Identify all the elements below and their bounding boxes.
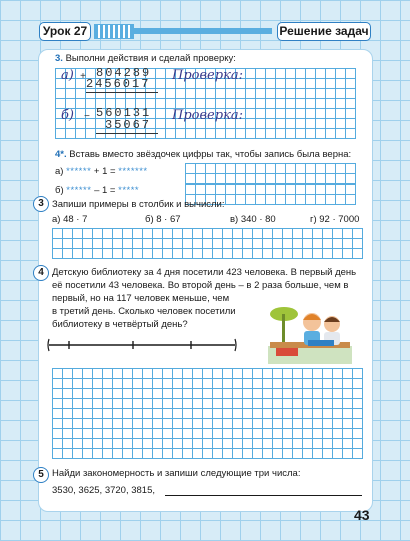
task-4star-row-b: б) ****** – 1 = ***** (55, 185, 140, 196)
answer-grid-a[interactable] (185, 163, 356, 184)
row-a-sign: + (80, 72, 89, 83)
task-4-line-5: библиотеку в четвёртый день? (52, 319, 188, 330)
task-3a-instruction: Выполни действия и сделай проверку: (65, 53, 236, 64)
page-number: 43 (354, 507, 370, 523)
lesson-tab: Урок 27 (39, 22, 91, 41)
task-3-grid[interactable] (52, 228, 363, 259)
task-4-number-badge: 4 (33, 265, 49, 281)
example-a: а) 48 · 7 (52, 214, 88, 225)
task-5-answer-line[interactable] (165, 495, 362, 496)
children-reading-illustration (268, 302, 352, 364)
row-b-label: б) (61, 108, 75, 123)
task-3a-number: 3. (55, 53, 63, 64)
row-b-number-1: 560131 (96, 106, 152, 120)
segment-diagram (45, 336, 241, 352)
segment-end-right (235, 339, 236, 351)
task-4star-text (55, 148, 351, 161)
example-d: г) 92 · 7000 (310, 214, 360, 225)
task-4-grid[interactable] (52, 368, 363, 459)
row-b-sign: − (84, 112, 93, 123)
row-b-number-2: 35067 (105, 118, 152, 132)
task-3-instruction: Запиши примеры в столбик и вычисли: (52, 199, 225, 210)
task-5-sequence: 3530, 3625, 3720, 3815, (52, 485, 156, 496)
topic-tab: Решение задач (277, 22, 371, 41)
row-a-underline (86, 92, 158, 93)
row-a-number-1: 804289 (96, 66, 152, 80)
task-5-instruction: Найди закономерность и запиши следующие три числа: (52, 468, 301, 479)
task-4-line-1: Детскую библиотеку за 4 дня посетили 423 человека. В первый день (52, 267, 357, 278)
stars-b-left: ****** (66, 185, 92, 196)
row-a-check-label: Проверка: (172, 68, 243, 83)
header-stripes (94, 24, 134, 39)
row-b-underline (96, 133, 158, 134)
row-a-number-2: 2456017 (86, 77, 151, 91)
task-4star-instruction: Вставь вместо звёздочек цифры так, чтобы запись была верна: (69, 149, 352, 160)
task-3a-text (55, 52, 236, 65)
task-4-line-4: в третий день. Сколько человек посетили (52, 306, 236, 317)
example-c: в) 340 · 80 (230, 214, 276, 225)
task-5-number-badge: 5 (33, 467, 49, 483)
stars-b-right: ***** (118, 185, 140, 196)
task-4-line-2: её посетили 43 человека. Во второй день – в 2 раза больше, чем в (52, 280, 349, 291)
segment-end-left (48, 339, 49, 351)
row-b-check-label: Проверка: (172, 108, 243, 123)
row-a-label: а) (61, 68, 74, 83)
task-4star-row-a: а) ****** + 1 = ******* (55, 166, 148, 177)
example-b: б) 8 · 67 (145, 214, 181, 225)
header-bar (132, 28, 272, 34)
task-3-number-badge: 3 (33, 196, 49, 212)
stars-a-left: ****** (66, 166, 92, 177)
task-4star-number: 4*. (55, 149, 67, 160)
stars-a-right: ******* (118, 166, 148, 177)
task-4-line-3: первый, но на 117 человек меньше, чем (52, 293, 230, 304)
